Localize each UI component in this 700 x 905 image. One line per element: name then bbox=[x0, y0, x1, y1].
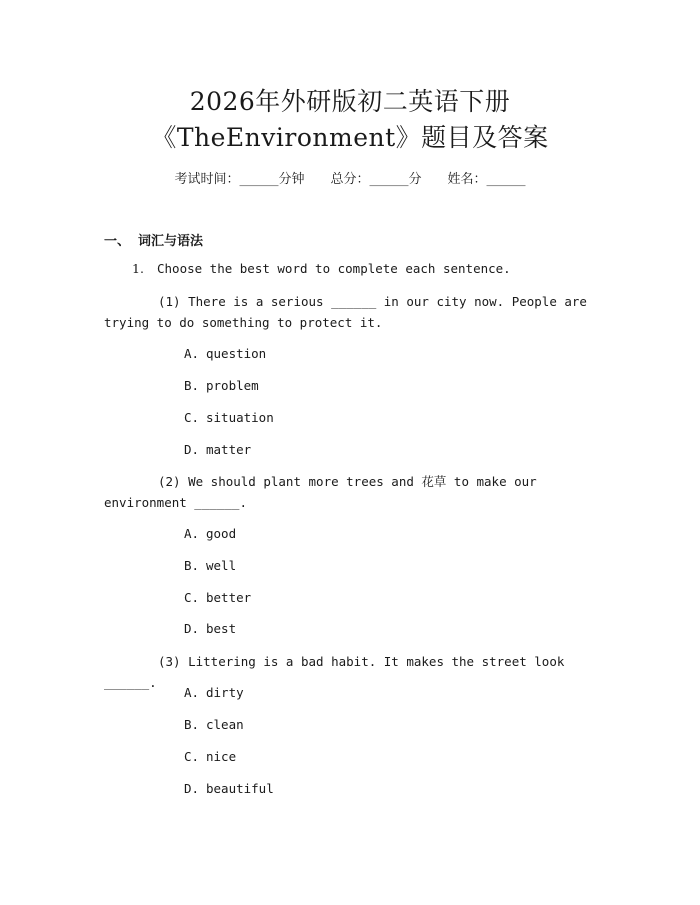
option-letter: D. bbox=[184, 621, 200, 636]
option-text: good bbox=[206, 526, 237, 541]
option-letter: C. bbox=[184, 749, 200, 764]
option-1a[interactable] bbox=[184, 346, 266, 361]
option-letter: A. bbox=[184, 526, 200, 541]
option-1c[interactable] bbox=[184, 410, 274, 425]
option-1b[interactable] bbox=[184, 378, 259, 393]
option-text: question bbox=[206, 346, 267, 361]
page-subtitle: 《TheEnvironment》题目及答案 bbox=[151, 123, 549, 152]
option-text: better bbox=[206, 590, 252, 605]
option-3c[interactable] bbox=[184, 749, 236, 764]
exam-meta bbox=[0, 168, 700, 187]
exam-time-label: 考试时间：______分钟 bbox=[174, 172, 305, 187]
option-text: best bbox=[206, 621, 237, 636]
option-3d[interactable] bbox=[184, 781, 274, 796]
question-item-1-stem: (1) There is a serious ______ in our city now. People are trying to do something to protect it. bbox=[104, 294, 587, 330]
option-text: dirty bbox=[206, 685, 244, 700]
option-letter: A. bbox=[184, 685, 200, 700]
option-1d[interactable] bbox=[184, 442, 251, 457]
section-number: 一、 bbox=[104, 234, 131, 249]
section-heading bbox=[104, 230, 203, 249]
option-2b[interactable] bbox=[184, 558, 236, 573]
option-text: matter bbox=[206, 442, 252, 457]
option-2a[interactable] bbox=[184, 526, 236, 541]
question-number: 1. bbox=[132, 261, 144, 276]
option-letter: B. bbox=[184, 717, 200, 732]
option-text: nice bbox=[206, 749, 237, 764]
option-letter: C. bbox=[184, 410, 200, 425]
option-3a[interactable] bbox=[184, 685, 244, 700]
option-letter: B. bbox=[184, 558, 200, 573]
question-instruction bbox=[132, 261, 511, 276]
option-2c[interactable] bbox=[184, 590, 251, 605]
option-letter: A. bbox=[184, 346, 200, 361]
option-text: beautiful bbox=[206, 781, 274, 796]
student-name-label: 姓名：______ bbox=[447, 172, 526, 187]
option-letter: D. bbox=[184, 781, 200, 796]
option-2d[interactable] bbox=[184, 621, 236, 636]
option-letter: D. bbox=[184, 442, 200, 457]
question-item-3-stem: (3) Littering is a bad habit. It makes the street look ______. bbox=[104, 654, 565, 690]
question-item-2-stem: (2) We should plant more trees and 花草 to make our environment ______. bbox=[104, 474, 537, 510]
section-title: 词汇与语法 bbox=[138, 234, 204, 249]
option-text: situation bbox=[206, 410, 274, 425]
option-text: problem bbox=[206, 378, 259, 393]
option-letter: C. bbox=[184, 590, 200, 605]
option-text: well bbox=[206, 558, 237, 573]
exam-score-label: 总分：______分 bbox=[330, 172, 422, 187]
option-letter: B. bbox=[184, 378, 200, 393]
option-3b[interactable] bbox=[184, 717, 244, 732]
page-title: 2026年外研版初二英语下册 bbox=[189, 87, 511, 116]
option-text: clean bbox=[206, 717, 244, 732]
question-text: Choose the best word to complete each sentence. bbox=[157, 261, 511, 276]
